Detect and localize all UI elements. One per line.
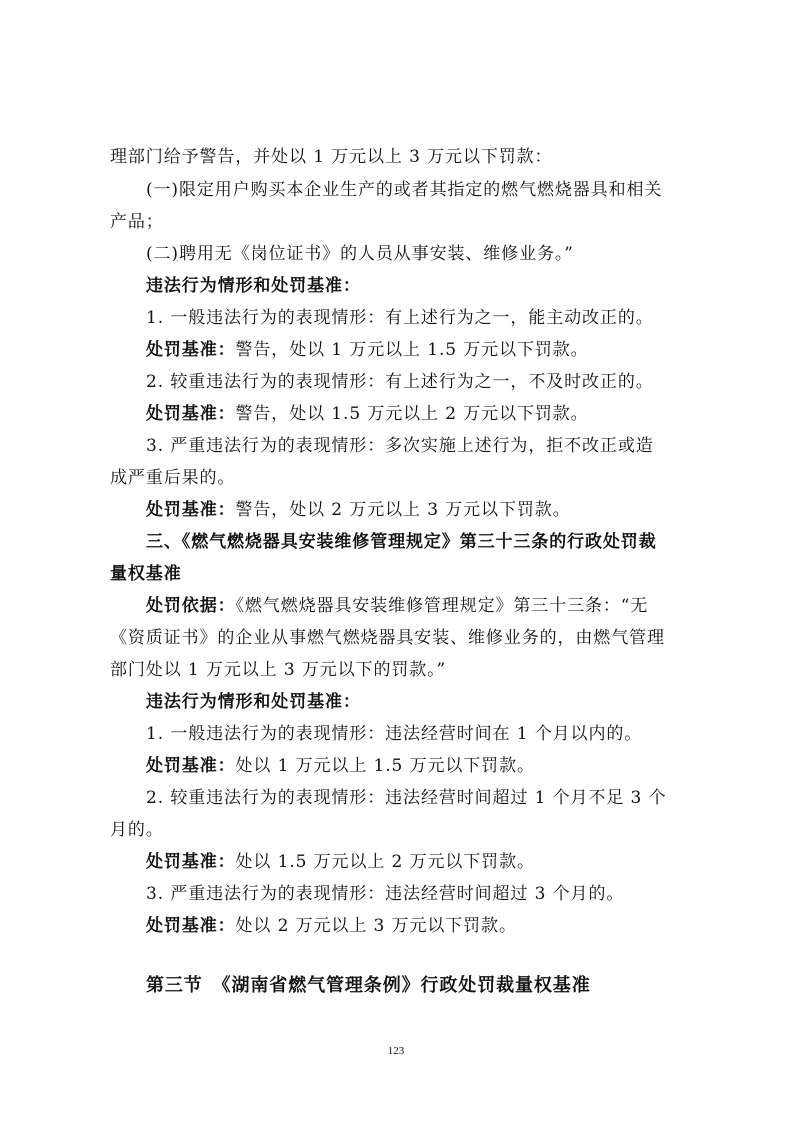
text-line: 3. 严重违法行为的表现情形：多次实施上述行为，拒不改正或造	[146, 436, 654, 456]
penalty-line	[146, 499, 571, 521]
penalty-label: 处罚基准：	[146, 340, 236, 360]
section-heading: 量权基准	[110, 564, 182, 584]
text-line: 2. 较重违法行为的表现情形：违法经营时间超过 1 个月不足 3 个	[146, 788, 667, 808]
text-line: 月的。	[110, 820, 164, 840]
penalty-text: 处以 1 万元以上 1.5 万元以下罚款。	[235, 756, 535, 776]
penalty-line	[146, 915, 517, 937]
penalty-text: 警告，处以 1.5 万元以上 2 万元以下罚款。	[235, 404, 589, 424]
penalty-label: 处罚基准：	[146, 916, 236, 936]
penalty-label: 处罚基准：	[146, 404, 236, 424]
text-line: 成严重后果的。	[110, 468, 236, 488]
text-line: 理部门给予警告，并处以 1 万元以上 3 万元以下罚款：	[110, 147, 553, 167]
penalty-line	[146, 339, 589, 361]
penalty-line	[146, 403, 589, 425]
penalty-label: 处罚基准：	[146, 500, 236, 520]
text-line: 《资质证书》的企业从事燃气燃烧器具安装、维修业务的，由燃气管理	[110, 628, 665, 648]
basis-line	[146, 595, 648, 617]
penalty-text: 警告，处以 1 万元以上 1.5 万元以下罚款。	[235, 340, 589, 360]
chapter-heading: 第三节 《湖南省燃气管理条例》行政处罚裁量权基准	[146, 975, 591, 996]
penalty-text: 处以 1.5 万元以上 2 万元以下罚款。	[235, 852, 535, 872]
subheading: 违法行为情形和处罚基准：	[146, 276, 361, 296]
basis-text: 《燃气燃烧器具安装维修管理规定》第三十三条：“无	[235, 596, 649, 616]
text-line: (一)限定用户购买本企业生产的或者其指定的燃气燃烧器具和相关	[146, 180, 663, 200]
text-line: 1. 一般违法行为的表现情形：违法经营时间在 1 个月以内的。	[146, 724, 643, 744]
penalty-text: 警告，处以 2 万元以上 3 万元以下罚款。	[235, 500, 571, 520]
penalty-line	[146, 755, 535, 777]
penalty-text: 处以 2 万元以上 3 万元以下罚款。	[235, 916, 517, 936]
text-line: 产品；	[110, 212, 164, 232]
text-line: 3. 严重违法行为的表现情形：违法经营时间超过 3 个月的。	[146, 884, 625, 904]
page-number: 123	[387, 1045, 405, 1057]
text-line: 部门处以 1 万元以上 3 万元以下的罚款。”	[110, 660, 447, 680]
text-line: 1. 一般违法行为的表现情形：有上述行为之一，能主动改正的。	[146, 308, 654, 328]
penalty-label: 处罚基准：	[146, 756, 236, 776]
penalty-label: 处罚基准：	[146, 852, 236, 872]
text-line: (二)聘用无《岗位证书》的人员从事安装、维修业务。”	[146, 244, 574, 264]
subheading: 违法行为情形和处罚基准：	[146, 692, 361, 712]
basis-label: 处罚依据：	[146, 596, 236, 616]
text-line: 2. 较重违法行为的表现情形：有上述行为之一，不及时改正的。	[146, 372, 654, 392]
section-heading: 三、《燃气燃烧器具安装维修管理规定》第三十三条的行政处罚裁	[146, 532, 657, 552]
penalty-line	[146, 851, 535, 873]
